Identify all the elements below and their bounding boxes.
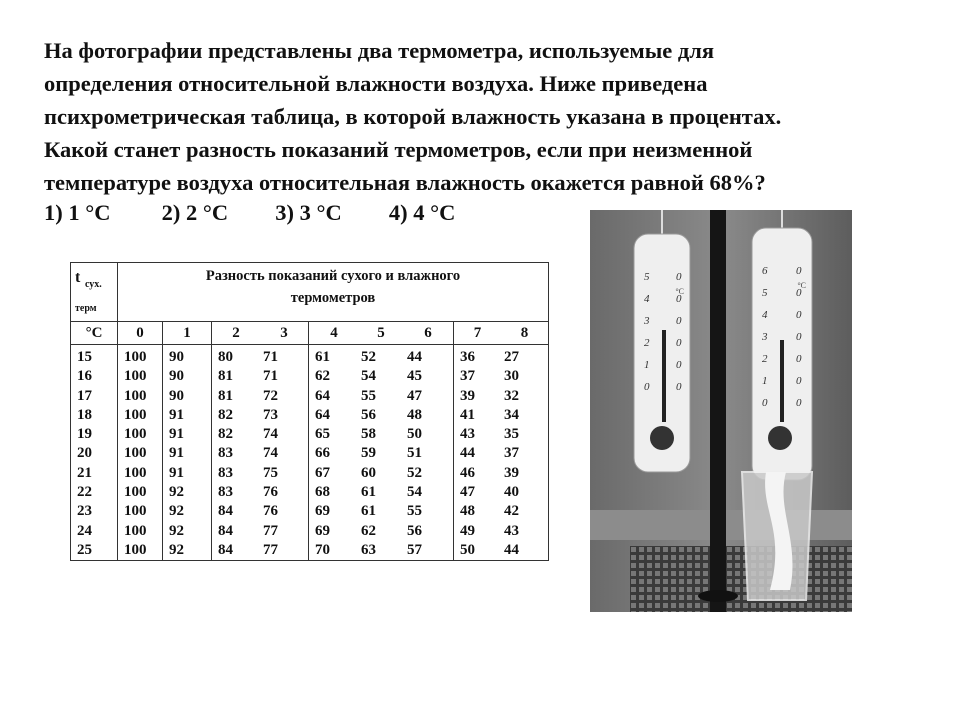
table-row xyxy=(169,387,211,406)
table-cell: 23 xyxy=(77,503,92,520)
psychrometric-table xyxy=(70,262,549,561)
table-cell: 70 xyxy=(315,541,330,558)
table-cell: 100 xyxy=(124,406,147,423)
table-cell: 54 xyxy=(407,484,422,501)
table-header-line: термометров xyxy=(290,290,376,306)
table-row xyxy=(124,406,162,425)
table-cell: 100 xyxy=(124,522,147,539)
diff-column-2-3 xyxy=(212,345,309,561)
table-row xyxy=(218,425,308,444)
table-row xyxy=(315,541,453,560)
diff-header: 6 xyxy=(424,324,432,341)
table-row xyxy=(77,502,117,521)
table-cell: 100 xyxy=(124,445,147,462)
table-cell: 82 xyxy=(218,406,233,423)
table-row xyxy=(218,444,308,463)
table-cell: 58 xyxy=(361,426,376,443)
table-row xyxy=(218,464,308,483)
table-cell: 46 xyxy=(460,464,475,481)
table-cell: 83 xyxy=(218,464,233,481)
table-row xyxy=(169,444,211,463)
table-cell: 65 xyxy=(315,426,330,443)
table-cell: 19 xyxy=(77,426,92,443)
table-cell: 91 xyxy=(169,406,184,423)
table-row xyxy=(169,406,211,425)
table-cell: 90 xyxy=(169,387,184,404)
diff-header-triple xyxy=(309,322,454,345)
diff-column-0 xyxy=(118,345,163,561)
diff-header: 8 xyxy=(520,324,529,341)
table-row xyxy=(460,348,548,367)
table-row xyxy=(460,367,548,386)
table-row xyxy=(218,541,308,560)
dry-scale-unit: °C xyxy=(675,287,684,296)
table-cell: 43 xyxy=(504,522,519,539)
table-row xyxy=(315,367,453,386)
stand-base xyxy=(698,590,738,602)
table-cell: 100 xyxy=(124,387,147,404)
table-cell: 100 xyxy=(124,541,147,558)
table-cell: 52 xyxy=(361,349,376,365)
table-cell: 90 xyxy=(169,349,184,365)
table-row xyxy=(169,522,211,541)
table-cell: 52 xyxy=(407,464,422,481)
table-row xyxy=(77,425,117,444)
table-row xyxy=(77,522,117,541)
diff-column-1 xyxy=(163,345,212,561)
table-cell: 44 xyxy=(407,349,422,365)
question-line: На фотографии представлены два термометра, используемые для xyxy=(44,38,715,63)
table-cell: 62 xyxy=(315,368,330,385)
table-cell: 67 xyxy=(315,464,330,481)
table-row xyxy=(460,425,548,444)
diff-column-4-6 xyxy=(309,345,454,561)
table-cell: 76 xyxy=(263,484,278,501)
table-row xyxy=(124,464,162,483)
table-header-line: Разность показаний сухого и влажного xyxy=(205,268,461,284)
table-cell: 32 xyxy=(504,387,519,404)
diff-header: 2 xyxy=(232,324,240,341)
diff-header: 1 xyxy=(163,322,212,345)
table-row xyxy=(124,522,162,541)
table-row xyxy=(218,522,308,541)
scale-label: 0 xyxy=(676,359,682,371)
table-cell: 47 xyxy=(460,484,475,501)
table-header xyxy=(118,263,549,322)
table-row xyxy=(460,464,548,483)
table-row xyxy=(124,483,162,502)
table-row xyxy=(218,406,308,425)
stand-rod xyxy=(710,210,726,612)
scale-label: 0 xyxy=(676,381,682,393)
table-cell: 64 xyxy=(315,406,330,423)
question-text xyxy=(44,34,924,199)
scale-label: 2 xyxy=(644,337,650,349)
table-cell: 56 xyxy=(361,406,376,423)
table-row xyxy=(124,348,162,367)
table-row xyxy=(218,348,308,367)
table-row xyxy=(124,444,162,463)
scale-label: 0 xyxy=(676,315,682,327)
table-row xyxy=(315,483,453,502)
table-cell: 20 xyxy=(77,445,92,462)
scale-label: 2 xyxy=(762,353,768,365)
table-cell: 100 xyxy=(124,464,147,481)
table-row xyxy=(218,483,308,502)
table-row xyxy=(77,541,117,560)
scale-label: 1 xyxy=(762,375,768,387)
table-cell: 37 xyxy=(504,445,519,462)
scale-label: 4 xyxy=(762,309,768,321)
table-body xyxy=(71,345,549,561)
table-cell: 44 xyxy=(460,445,475,462)
table-cell: 100 xyxy=(124,349,147,365)
table-row xyxy=(124,367,162,386)
table-row xyxy=(315,348,453,367)
table-row xyxy=(460,444,548,463)
table-cell: 50 xyxy=(407,426,422,443)
table-cell: 61 xyxy=(315,349,330,365)
table-row xyxy=(77,406,117,425)
corner-term: терм xyxy=(75,303,97,314)
answer-option-3: 3) 3 °C xyxy=(275,200,342,225)
scale-label: 6 xyxy=(762,265,768,277)
scale-label: 5 xyxy=(644,271,650,283)
table-cell: 48 xyxy=(407,406,422,423)
scale-label: 3 xyxy=(644,315,650,327)
table-cell: 81 xyxy=(218,387,233,404)
scale-label: 0 xyxy=(796,353,802,365)
diff-header: 7 xyxy=(473,324,482,341)
wet-scale-unit: °C xyxy=(797,281,806,290)
table-row xyxy=(315,387,453,406)
table-cell: 100 xyxy=(124,368,147,385)
question-line: Какой станет разность показаний термометров, если при неизменной xyxy=(44,137,753,162)
table-row xyxy=(315,464,453,483)
table-cell: 41 xyxy=(460,406,475,423)
scale-label: 0 xyxy=(676,337,682,349)
table-cell: 43 xyxy=(460,426,475,443)
table-cell: 66 xyxy=(315,445,330,462)
table-cell: 72 xyxy=(263,387,278,404)
table-cell: 48 xyxy=(460,503,475,520)
table-row xyxy=(77,444,117,463)
scale-label: 0 xyxy=(796,265,802,277)
table-cell: 84 xyxy=(218,503,233,520)
table-cell: 100 xyxy=(124,503,147,520)
table-row xyxy=(124,387,162,406)
dry-thermometer xyxy=(634,210,690,472)
table-row xyxy=(315,522,453,541)
table-cell: 54 xyxy=(361,368,376,385)
scale-label: 0 xyxy=(676,293,682,305)
table-cell: 74 xyxy=(263,426,278,443)
table-cell: 92 xyxy=(169,503,184,520)
question-line: определения относительной влажности воздуха. Ниже приведена xyxy=(44,71,708,96)
table-row xyxy=(460,406,548,425)
table-cell: 73 xyxy=(263,406,278,423)
table-cell: 62 xyxy=(361,522,376,539)
table-row xyxy=(460,483,548,502)
table-row xyxy=(460,522,548,541)
table-row xyxy=(315,425,453,444)
table-row xyxy=(124,425,162,444)
table-cell: 63 xyxy=(361,541,376,558)
table-cell: 77 xyxy=(263,541,278,558)
table-cell: 81 xyxy=(218,368,233,385)
table-row xyxy=(460,541,548,560)
question-line: температуре воздуха относительная влажность окажется равной 68%? xyxy=(44,170,766,195)
table-cell: 84 xyxy=(218,541,233,558)
water-glass xyxy=(742,472,812,600)
table-cell: 80 xyxy=(218,349,233,365)
table-cell: 100 xyxy=(124,484,147,501)
scale-label: 5 xyxy=(762,287,768,299)
table-cell: 69 xyxy=(315,503,330,520)
scale-label: 3 xyxy=(762,331,768,343)
diff-column-7-8 xyxy=(454,345,549,561)
table-cell: 92 xyxy=(169,541,184,558)
table-cell: 69 xyxy=(315,522,330,539)
table-row xyxy=(315,406,453,425)
table-cell: 76 xyxy=(263,503,278,520)
table-cell: 83 xyxy=(218,484,233,501)
table-row xyxy=(460,502,548,521)
table-cell: 56 xyxy=(407,522,422,539)
table-row xyxy=(124,502,162,521)
question-line: психрометрическая таблица, в которой влажность указана в процентах. xyxy=(44,104,782,129)
table-cell: 25 xyxy=(77,541,92,558)
temp-column xyxy=(71,345,118,561)
scale-label: 0 xyxy=(762,397,768,409)
table-cell: 22 xyxy=(77,484,92,501)
scale-label: 0 xyxy=(796,309,802,321)
table-cell: 91 xyxy=(169,445,184,462)
table-cell: 36 xyxy=(460,349,475,365)
table-cell: 40 xyxy=(504,484,519,501)
table-row xyxy=(218,502,308,521)
diff-header: 0 xyxy=(118,322,163,345)
table-cell: 61 xyxy=(361,484,376,501)
table-cell: 24 xyxy=(77,522,92,539)
scale-label: 0 xyxy=(644,381,650,393)
diff-header: 4 xyxy=(330,324,338,341)
table-cell: 18 xyxy=(77,406,92,423)
table-cell: 51 xyxy=(407,445,422,462)
table-cell: 17 xyxy=(77,387,92,404)
table-cell: 42 xyxy=(504,503,519,520)
answer-option-2: 2) 2 °C xyxy=(161,200,229,225)
diff-header: 3 xyxy=(280,324,288,341)
table-cell: 92 xyxy=(169,484,184,501)
grate-stand xyxy=(630,546,852,612)
table-cell: 50 xyxy=(460,541,475,558)
diff-header-pair xyxy=(212,322,309,345)
table-cell: 44 xyxy=(504,541,519,558)
table-row xyxy=(77,367,117,386)
table-cell: 91 xyxy=(169,426,184,443)
table-cell: 71 xyxy=(263,349,278,365)
scale-label: 0 xyxy=(676,271,682,283)
table-row xyxy=(169,367,211,386)
table-row xyxy=(77,348,117,367)
table-cell: 35 xyxy=(504,426,519,443)
table-cell: 34 xyxy=(504,406,519,423)
answer-option-1: 1) 1 °C xyxy=(44,200,111,225)
table-row xyxy=(218,367,308,386)
table-cell: 60 xyxy=(361,464,376,481)
table-cell: 39 xyxy=(504,464,519,481)
table-cell: 64 xyxy=(315,387,330,404)
table-cell: 74 xyxy=(263,445,278,462)
corner-t: t xyxy=(75,269,81,286)
table-cell: 47 xyxy=(407,387,422,404)
table-row xyxy=(169,348,211,367)
table-cell: 100 xyxy=(124,426,147,443)
table-cell: 57 xyxy=(407,541,422,558)
table-cell: 84 xyxy=(218,522,233,539)
scale-label: 1 xyxy=(644,359,650,371)
table-row xyxy=(124,541,162,560)
table-cell: 82 xyxy=(218,426,233,443)
table-cell: 71 xyxy=(263,368,278,385)
table-row xyxy=(169,541,211,560)
table-cell: 30 xyxy=(504,368,519,385)
table-cell: 39 xyxy=(460,387,475,404)
diff-header: 5 xyxy=(377,324,385,341)
table-cell: 90 xyxy=(169,368,184,385)
table-row xyxy=(315,502,453,521)
table-row xyxy=(218,387,308,406)
table-cell: 45 xyxy=(407,368,422,385)
table-row xyxy=(315,444,453,463)
table-cell: 68 xyxy=(315,484,330,501)
table-row xyxy=(77,464,117,483)
table-corner-cell xyxy=(71,263,118,322)
table-cell: 15 xyxy=(77,349,92,365)
table-cell: 92 xyxy=(169,522,184,539)
table-cell: 77 xyxy=(263,522,278,539)
scale-label: 0 xyxy=(796,331,802,343)
scale-label: 0 xyxy=(796,375,802,387)
table-row xyxy=(169,502,211,521)
table-row xyxy=(169,483,211,502)
answer-options xyxy=(44,200,455,226)
table-row xyxy=(460,387,548,406)
thermometers-photo xyxy=(590,210,852,612)
diff-header-pair xyxy=(454,322,549,345)
unit-cell: °C xyxy=(71,322,118,345)
table-row xyxy=(77,483,117,502)
scale-label: 4 xyxy=(644,293,650,305)
answer-option-4: 4) 4 °C xyxy=(388,200,456,225)
table-cell: 59 xyxy=(361,445,376,462)
scale-label: 0 xyxy=(796,397,802,409)
table-cell: 21 xyxy=(77,464,92,481)
table-cell: 55 xyxy=(361,387,376,404)
table-cell: 37 xyxy=(460,368,475,385)
table-cell: 83 xyxy=(218,445,233,462)
corner-sub: сух. xyxy=(85,279,102,290)
table-cell: 27 xyxy=(504,349,519,365)
table-cell: 55 xyxy=(407,503,422,520)
scale-label: 0 xyxy=(796,287,802,299)
table-row xyxy=(169,425,211,444)
table-cell: 49 xyxy=(460,522,475,539)
table-cell: 61 xyxy=(361,503,376,520)
table-cell: 16 xyxy=(77,368,92,385)
table-row xyxy=(77,387,117,406)
table-cell: 91 xyxy=(169,464,184,481)
wet-thermometer xyxy=(752,210,812,480)
table-row xyxy=(169,464,211,483)
table-cell: 75 xyxy=(263,464,278,481)
